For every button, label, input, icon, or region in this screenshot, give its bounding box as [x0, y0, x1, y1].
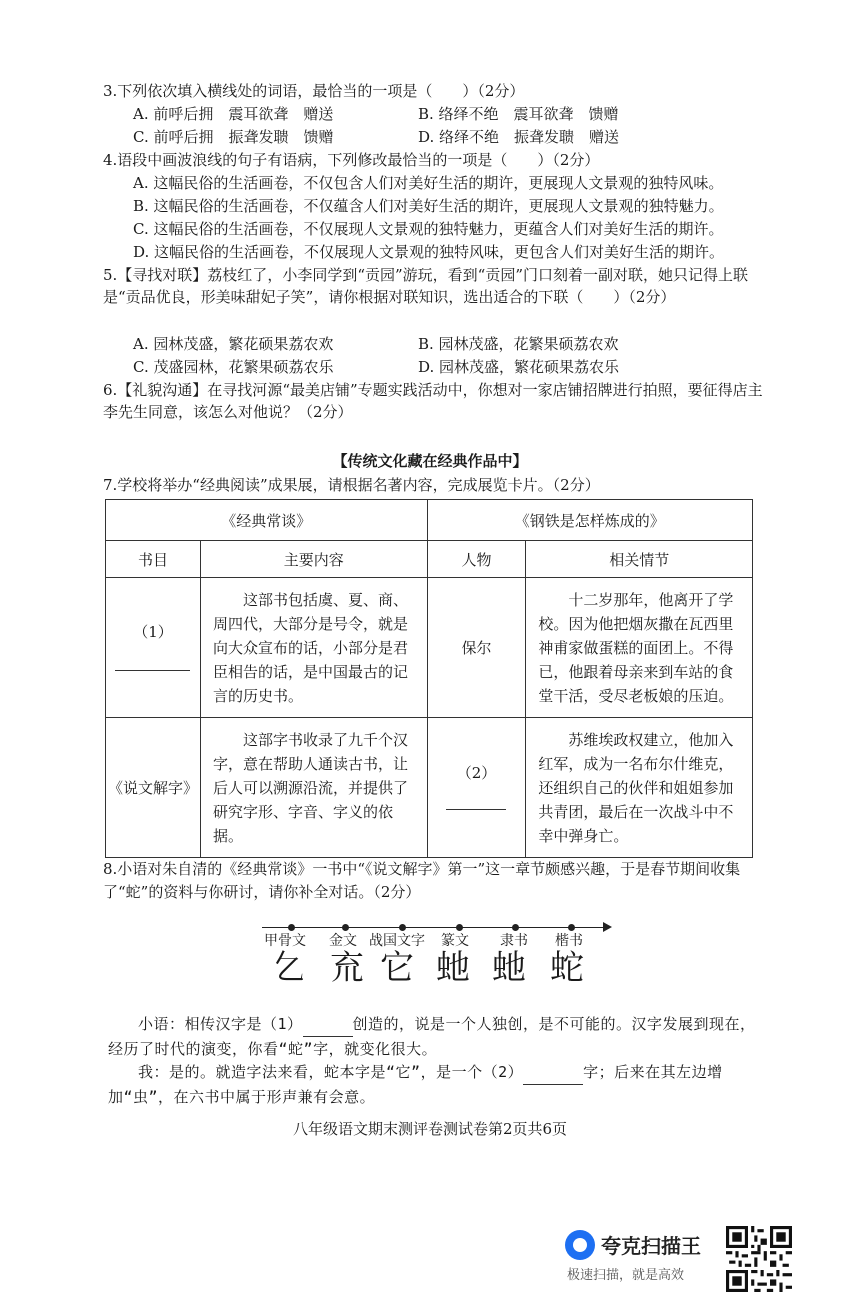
- q5-option-d: D. 园林茂盛，繁花硕果荔农乐: [418, 358, 620, 376]
- q6-stem: 6.【礼貌沟通】在寻找河源“最美店铺”专题实践活动中，你想对一家店铺招牌进行拍照，要征得店主李先生同意，该怎么对他说？（2分）: [103, 381, 763, 421]
- stage-oracle-bone: 甲骨文: [264, 933, 306, 949]
- q3-stem: 3.下列依次填入横线处的词语，最恰当的一项是（ ）（2分）: [103, 82, 525, 100]
- row1-content: 这部书包括虞、夏、商、周四代，大部分是号令，就是向大众宣布的话，小部分是君臣相告的话，是中国最古的记言的历史书。: [200, 578, 427, 718]
- timeline-arrow-icon: [603, 922, 612, 932]
- q5-stem: 5.【寻找对联】荔枝红了，小李同学到“贡园”游玩，看到“贡园”门口刻着一副对联，她只记得上联是“贡品优良，形美味甜妃子笑”，请你根据对联知识，选出适合的下联（ ）（2分）: [103, 266, 748, 306]
- dialog-line-2: [108, 1060, 768, 1109]
- row1-book-cell: [106, 578, 201, 718]
- q3-option-b: B. 络绎不绝 震耳欲聋 馈赠: [418, 105, 619, 123]
- row2-person-cell: [427, 718, 526, 858]
- dialog-2-suffix: 字；后来在其左边增加“虫”，在六书中属于形声兼有会意。: [108, 1063, 723, 1106]
- row2-content: 这部字书收录了九千个汉字，意在帮助人通读古书，让后人可以溯源沿流，并提供了研究字形、字音、字义的依据。: [200, 718, 427, 858]
- page-footer: 八年级语文期末测评卷测试卷第2页共6页: [292, 1120, 568, 1138]
- left-book-title: 《经典常谈》: [106, 500, 428, 541]
- stage-clerical: 隶书: [500, 933, 528, 949]
- glyph-bronze: 㐬: [330, 948, 364, 988]
- q4-option-d: D. 这幅民俗的生活画卷，不仅展现人文景观的独特风味，更包含人们对美好生活的期许。: [133, 243, 725, 261]
- dialog-1-suffix: 创造的，说是一个人独创，是不可能的。汉字发展到现在，经历了时代的演变，你看“蛇”字，就变化很大。: [108, 1015, 756, 1058]
- answer-blank-q8-2[interactable]: [523, 1060, 583, 1085]
- exhibition-card-table: [105, 499, 753, 858]
- glyph-oracle-bone: 𠃉: [272, 948, 306, 988]
- row1-plot: 十二岁那年，他离开了学校。因为他把烟灰撒在瓦西里神甫家做蛋糕的面团上。不得已，他跟着母亲来到车站的食堂干活，受尽老板娘的压迫。: [526, 578, 753, 718]
- q4-stem: 4.语段中画波浪线的句子有语病，下列修改最恰当的一项是（ ）（2分）: [103, 151, 600, 169]
- right-book-title: 《钢铁是怎样炼成的》: [427, 500, 752, 541]
- scanner-watermark: [565, 1226, 720, 1286]
- q5-option-b: B. 园林茂盛，花繁果硕荔农欢: [418, 335, 619, 353]
- glyph-seal: 虵: [436, 948, 470, 988]
- q5-option-a: A. 园林茂盛，繁花硕果荔农欢: [133, 335, 334, 353]
- row2-book: 《说文解字》: [106, 718, 201, 858]
- q4-option-c: C. 这幅民俗的生活画卷，不仅展现人文景观的独特魅力，更蕴含人们对美好生活的期许。: [133, 220, 724, 238]
- blank-2-label: （2）: [456, 763, 497, 782]
- stage-bronze: 金文: [329, 933, 357, 949]
- q3-option-d: D. 络绎不绝 振聋发聩 赠送: [418, 128, 620, 146]
- watermark-tagline: 极速扫描，就是高效: [567, 1268, 685, 1283]
- col-header-book: 书目: [106, 541, 201, 578]
- q7-stem: 7.学校将举办“经典阅读”成果展，请根据名著内容，完成展览卡片。（2分）: [103, 476, 600, 494]
- q3-option-c: C. 前呼后拥 振聋发聩 馈赠: [133, 128, 334, 146]
- blank-1-label: （1）: [133, 622, 173, 641]
- col-header-content: 主要内容: [200, 541, 427, 578]
- quark-logo-icon: [565, 1230, 595, 1260]
- answer-blank-q8-1[interactable]: [303, 1012, 353, 1037]
- col-header-person: 人物: [427, 541, 526, 578]
- q8-stem: 8.小语对朱自清的《经典常谈》一书中“《说文解字》第一”这一章节颇感兴趣，于是春节期间收集了“蛇”的资料与你研讨，请你补全对话。（2分）: [103, 860, 741, 901]
- stage-warring-states: 战国文字: [369, 933, 425, 949]
- watermark-name: 夸克扫描王: [601, 1234, 701, 1258]
- section-title: 【传统文化藏在经典作品中】: [332, 452, 528, 470]
- q4-option-b: B. 这幅民俗的生活画卷，不仅蕴含人们对美好生活的期许，更展现人文景观的独特魅力。: [133, 197, 724, 215]
- q4-option-a: A. 这幅民俗的生活画卷，不仅包含人们对美好生活的期许，更展现人文景观的独特风味。: [133, 174, 724, 192]
- col-header-plot: 相关情节: [526, 541, 753, 578]
- glyph-warring-states: 它: [380, 948, 414, 988]
- row1-person: 保尔: [427, 578, 526, 718]
- glyph-regular: 蛇: [550, 948, 584, 988]
- stage-seal: 篆文: [441, 933, 469, 949]
- dialog-line-1: [108, 1012, 768, 1061]
- q5-option-c: C. 茂盛园林，花繁果硕荔农乐: [133, 358, 334, 376]
- dialog-2-prefix: 我：是的。就造字法来看，蛇本字是“它”，是一个（2）: [138, 1063, 524, 1081]
- answer-blank-2[interactable]: [446, 783, 506, 810]
- row2-plot: 苏维埃政权建立，他加入红军，成为一名布尔什维克，还组织自己的伙伴和姐姐参加共青团，最后在一次战斗中不幸中弹身亡。: [526, 718, 753, 858]
- stage-regular: 楷书: [555, 933, 583, 949]
- qr-code-icon: [726, 1226, 792, 1292]
- glyph-clerical: 虵: [492, 948, 526, 988]
- answer-blank-1[interactable]: [115, 642, 190, 671]
- q3-option-a: A. 前呼后拥 震耳欲聋 赠送: [133, 105, 334, 123]
- dialog-1-prefix: 小语：相传汉字是（1）: [138, 1015, 303, 1033]
